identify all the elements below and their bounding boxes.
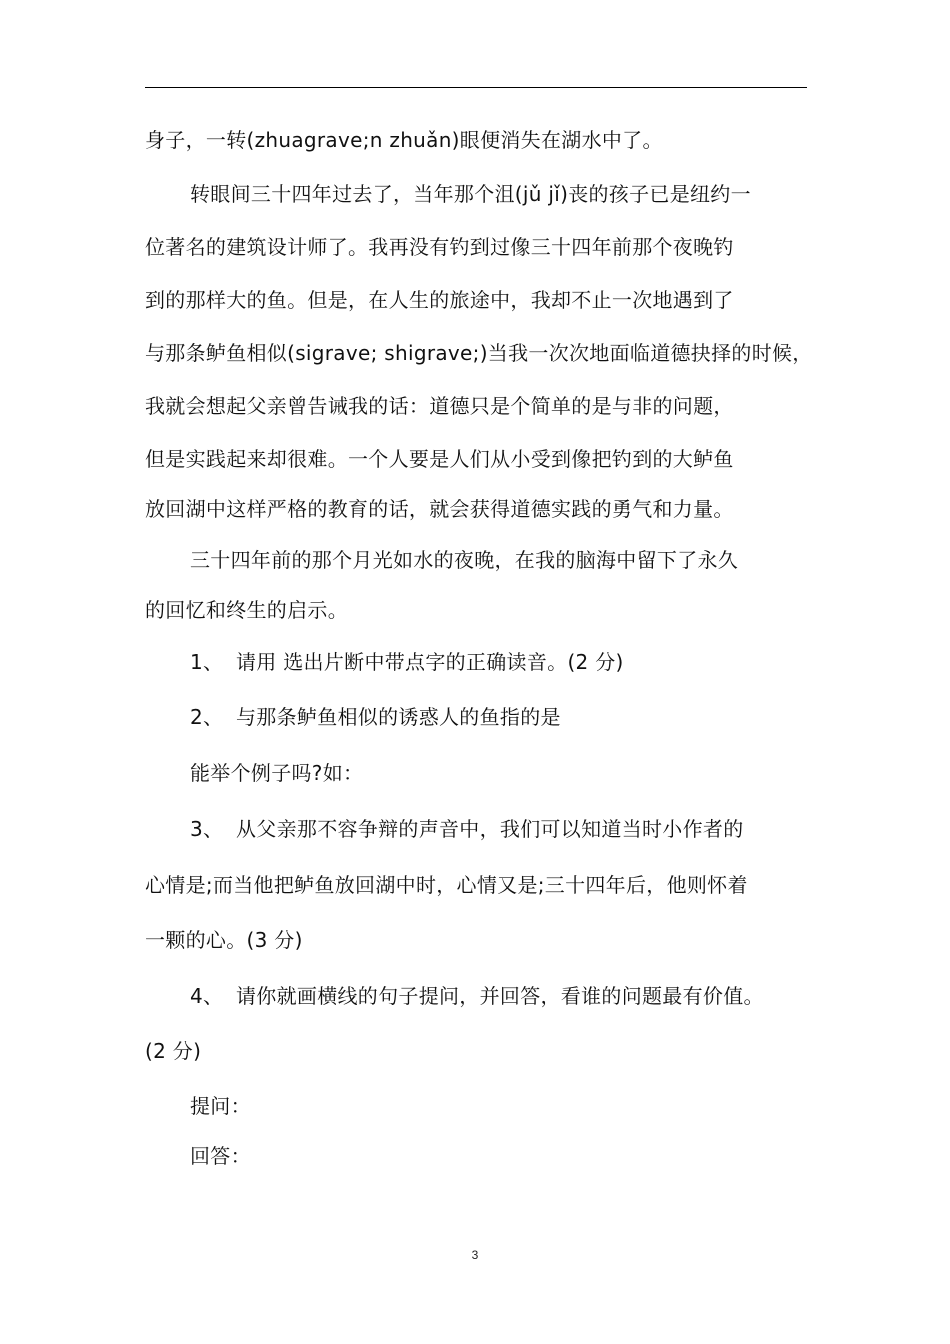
question-number: 2、 bbox=[190, 705, 224, 729]
question-text: 从父亲那不容争辩的声音中，我们可以知道当时小作者的 bbox=[236, 817, 744, 841]
text-line: 位著名的建筑设计师了。我再没有钓到过像三十四年前那个夜晚钓 bbox=[145, 235, 734, 259]
question-3 bbox=[190, 815, 744, 843]
paragraph-start-line: 三十四年前的那个月光如水的夜晚，在我的脑海中留下了永久 bbox=[190, 548, 739, 572]
text-line: 到的那样大的鱼。但是，在人生的旅途中，我却不止一次地遇到了 bbox=[145, 288, 734, 312]
question-2 bbox=[190, 703, 561, 731]
question-1 bbox=[190, 648, 624, 676]
question-3-continuation: 心情是;而当他把鲈鱼放回湖中时，心情又是;三十四年后，他则怀着 bbox=[145, 873, 748, 897]
question-2-followup: 能举个例子吗?如： bbox=[190, 761, 364, 785]
paragraph-start-line: 转眼间三十四年过去了，当年那个沮(jǔ jǐ)丧的孩子已是纽约一 bbox=[190, 182, 751, 206]
question-text: 与那条鲈鱼相似的诱惑人的鱼指的是 bbox=[236, 705, 561, 729]
question-text: 请用 选出片断中带点字的正确读音。(2 分) bbox=[236, 650, 624, 674]
text-line: 放回湖中这样严格的教育的话，就会获得道德实践的勇气和力量。 bbox=[145, 497, 734, 521]
text-line: 身子，一转(zhuagrave;n zhuǎn)眼便消失在湖水中了。 bbox=[145, 128, 663, 152]
question-text: 请你就画横线的句子提问，并回答，看谁的问题最有价值。 bbox=[236, 984, 764, 1008]
text-line: 的回忆和终生的启示。 bbox=[145, 598, 348, 622]
text-line: 与那条鲈鱼相似(sigrave; shigrave;)当我一次次地面临道德抉择的时候， bbox=[145, 341, 813, 365]
text-line: 但是实践起来却很难。一个人要是人们从小受到像把钓到的大鲈鱼 bbox=[145, 447, 734, 471]
question-4-continuation: (2 分) bbox=[145, 1039, 202, 1063]
ask-label: 提问： bbox=[190, 1094, 251, 1118]
question-3-continuation: 一颗的心。(3 分) bbox=[145, 928, 303, 952]
answer-label: 回答： bbox=[190, 1144, 251, 1168]
text-line: 我就会想起父亲曾告诫我的话：道德只是个简单的是与非的问题， bbox=[145, 394, 734, 418]
question-number: 4、 bbox=[190, 984, 224, 1008]
question-number: 3、 bbox=[190, 817, 224, 841]
question-number: 1、 bbox=[190, 650, 224, 674]
page-number: 3 bbox=[471, 1248, 479, 1262]
question-4 bbox=[190, 982, 764, 1010]
header-rule bbox=[145, 87, 807, 88]
